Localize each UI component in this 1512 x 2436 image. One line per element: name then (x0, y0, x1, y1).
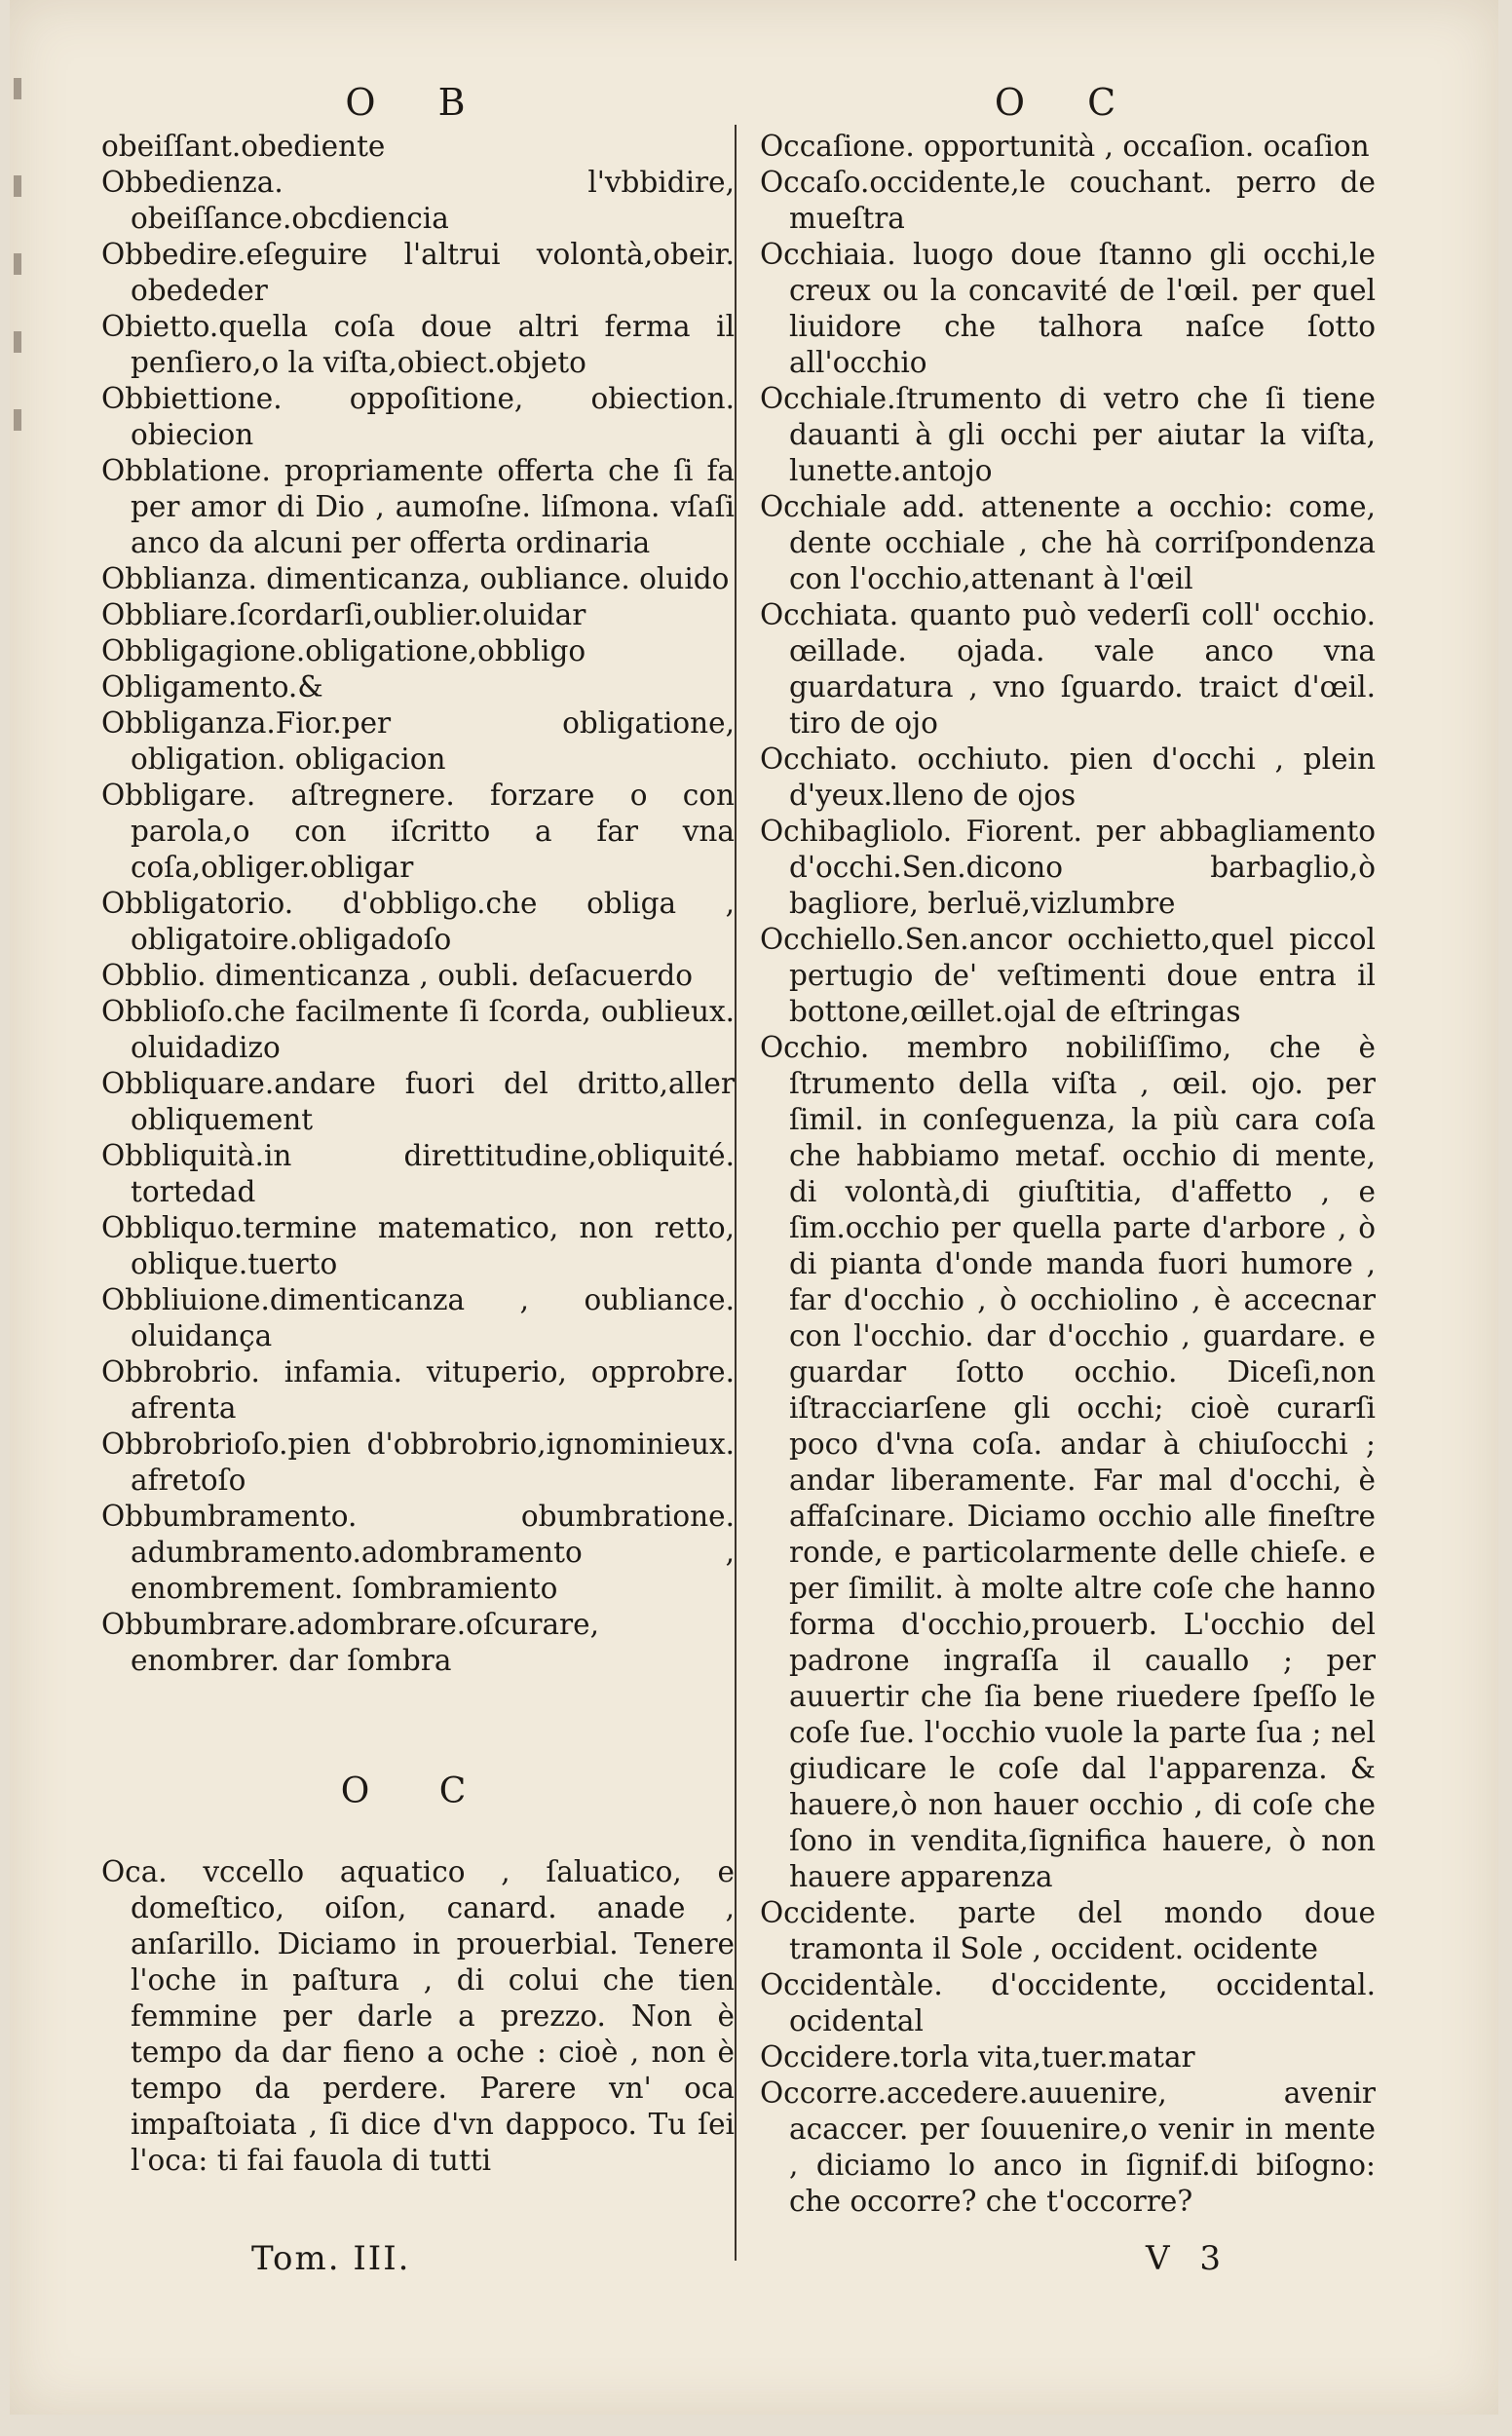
right-column (760, 76, 1376, 2220)
entry: Occidente. parte del mondo doue tramonta il Sole , occident. ocidente (760, 1896, 1376, 1965)
entry: Obblioſo.che facilmente ſi ſcorda, oublieux. oluidadizo (101, 995, 735, 1064)
entry: Obbrobrio. infamia. vituperio, opprobre. afrenta (101, 1355, 735, 1425)
entry: Obbliare.ſcordarſi,oublier.oluidar (101, 598, 586, 631)
entry: Obbliuione.dimenticanza , oubliance. oluidança (101, 1283, 735, 1352)
left-section-entries (101, 1854, 735, 2179)
entry: Occaſione. opportunità , occaſion. ocaſion (760, 130, 1370, 163)
entry: Occhiale.ſtrumento di vetro che ſi tiene dauanti à gli occhi per aiutar la viſta, lunette.antojo (760, 382, 1376, 487)
column-divider (735, 125, 737, 2261)
entry: Oca. vccello aquatico , ſaluatico, e domeſtico, oiſon, canard. anade , anſarillo. Diciamo in prouerbial. Tenere l'oche in paſtura , di colui che tien femmine per darle a prezzo. Non è tempo da dar fieno a oche : cioè , non è tempo da perdere. Parere vn' oca impaſtoiata , ſi dice d'vn dappoco. Tu ſei l'oca: ti fai fauola di tutti (101, 1855, 735, 2177)
entry: Obbliquare.andare fuori del dritto,aller obliquement (101, 1067, 735, 1136)
entry: Occhio. membro nobiliſſimo, che è ſtrumento della viſta , œil. ojo. per ſimil. in conſeguenza, la più cara coſa che habbiamo metaf. occhio di mente, di volontà,di giuſtitia, d'affetto , e ſim.occhio per quella parte d'arbore , ò di pianta d'onde manda fuori humore , far d'occhio , ò occhiolino , è accecnar con l'occhio. dar d'occhio , guardare. e guardar ſotto occhio. Diceſi,non iſtracciarſene gli occhi; cioè curarſi poco d'vna coſa. andar à chiuſocchi ; andar liberamente. Far mal d'occhi, è affaſcinare. Diciamo occhio alle fineſtre ronde, e particolarmente delle chieſe. e per ſimilit. à molte altre coſe che hanno forma d'occhio,prouerb. L'occhio del padrone ingraſſa il cauallo ; per auuertir che ſia bene riuedere ſpeſſo le coſe ſue. l'occhio vuole la parte ſua ; nel giudicare le coſe dal l'apparenza. & hauere,ò non hauer occhio , di coſe che ſono in vendita,ſignifica hauere, ò non hauere apparenza (760, 1031, 1376, 1893)
entry: Obblianza. dimenticanza, oubliance. oluido (101, 562, 730, 595)
left-entries (101, 129, 735, 1679)
entry: Occidentàle. d'occidente, occidental. ocidental (760, 1968, 1376, 2037)
entry: Obbliganza.Fior.per obligatione, obligation. obligacion (101, 706, 735, 776)
left-column-header: O B (345, 81, 491, 124)
left-column (101, 76, 735, 2179)
right-column-header: O C (994, 81, 1142, 124)
right-entries (760, 129, 1376, 2220)
entry: Occorre.accedere.auuenire, avenir acaccer. per ſouuenire,o venir in mente , diciamo lo anco in ſignif.di biſogno: che occorre? che t'occorre? (760, 2076, 1376, 2218)
entry: Occhiello.Sen.ancor occhietto,quel piccol pertugio de' veſtimenti doue entra il bottone,œillet.ojal de eſtringas (760, 923, 1376, 1028)
entry: Obligamento.& (101, 670, 323, 704)
entry: Obbumbramento. obumbratione. adumbramento.adombramento , enombrement. ſombramiento (101, 1500, 735, 1605)
entry: Obbrobrioſo.pien d'obbrobrio,ignominieux. afretoſo (101, 1427, 735, 1497)
volume-footer: Tom. III. (251, 2239, 411, 2278)
entry: Occaſo.occidente,le couchant. perro de mueſtra (760, 166, 1376, 235)
signature-mark: V 3 (1146, 2239, 1230, 2278)
entry: Occhiaia. luogo doue ſtanno gli occhi,le creux ou la concavité de l'œil. per quel liuidore che talhora naſce ſotto all'occhio (760, 238, 1376, 379)
entry: Occhiata. quanto può vederſi coll' occhio. œillade. ojada. vale anco vna guardatura , vno ſguardo. traict d'œil. tiro de ojo (760, 598, 1376, 740)
entry: Obbliquo.termine matematico, non retto, oblique.tuerto (101, 1211, 735, 1280)
entry: Obbiettione. oppoſitione, obiection. obiecion (101, 382, 735, 451)
entry: Obbumbrare.adombrare.oſcurare, enombrer. dar ſombra (101, 1608, 599, 1677)
entry: obeiſſant.obediente (101, 130, 386, 163)
entry: Obbligagione.obligatione,obbligo (101, 634, 586, 667)
entry: Obbedienza. l'vbbidire, obeiſſance.obcdiencia (101, 166, 735, 235)
entry: Obbligare. aſtregnere. forzare o con parola,o con iſcritto a far vna coſa,obliger.obligar (101, 779, 735, 884)
entry: Obietto.quella coſa doue altri ferma il penſiero,o la viſta,obiect.objeto (101, 310, 735, 379)
entry: Obblatione. propriamente offerta che ſi fa per amor di Dio , aumoſne. liſmona. vſaſi anco da alcuni per offerta ordinaria (101, 454, 735, 559)
entry: Obbedire.eſeguire l'altrui volontà,obeir. obededer (101, 238, 735, 307)
entry: Obbligatorio. d'obbligo.che obliga , obligatoire.obligadoſo (101, 887, 735, 956)
entry: Occhiale add. attenente a occhio: come, dente occhiale , che hà corriſpondenza con l'occhio,attenant à l'œil (760, 490, 1376, 595)
entry: Occhiato. occhiuto. pien d'occhi , plein d'yeux.lleno de ojos (760, 742, 1376, 812)
entry: Obbliquità.in direttitudine,obliquité. tortedad (101, 1139, 735, 1208)
dictionary-page (10, 0, 1498, 2415)
section-header-oc: O C (340, 1771, 496, 1811)
entry: Obblio. dimenticanza , oubli. deſacuerdo (101, 959, 694, 992)
page-edge (10, 0, 25, 2436)
entry: Occidere.torla vita,tuer.matar (760, 2040, 1195, 2074)
entry: Ochibagliolo. Fiorent. per abbagliamento d'occhi.Sen.dicono barbaglio,ò bagliore, berluë,vizlumbre (760, 815, 1376, 920)
